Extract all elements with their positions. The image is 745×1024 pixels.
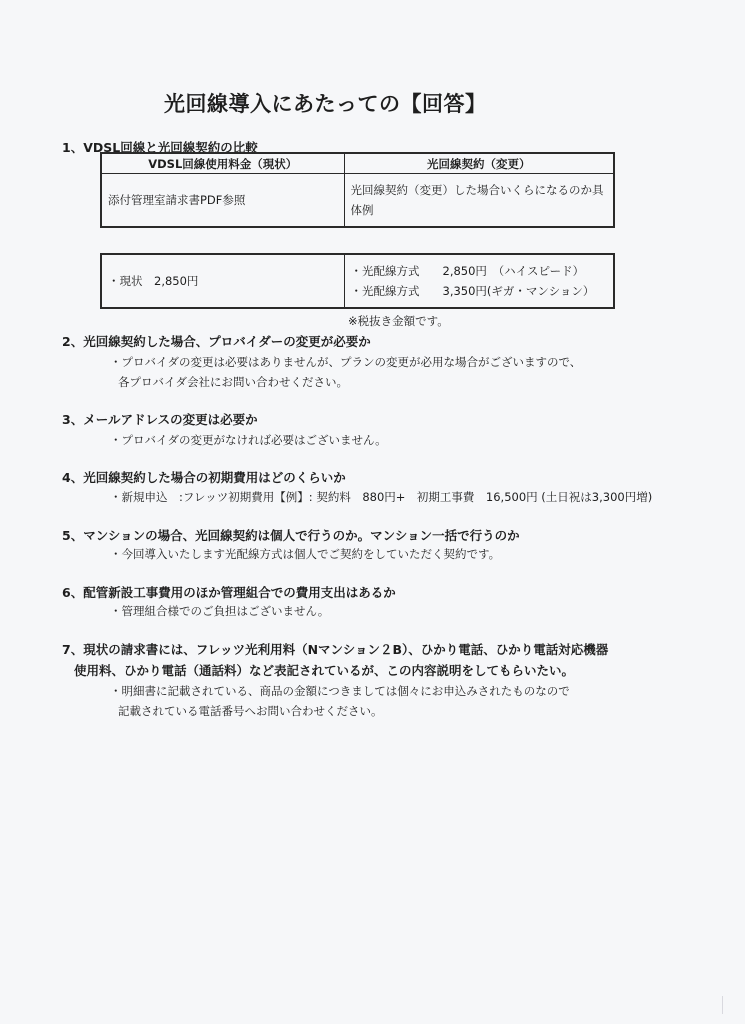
price-table <box>100 253 615 309</box>
section-3-heading: 3、メールアドレスの変更は必要か <box>62 412 258 427</box>
section-2-answer-line-1: ・プロバイダの変更は必要はありませんが、プランの変更が必用な場合がございますので、 <box>110 355 582 369</box>
section-2-answer-line-2: 各プロバイダ会社にお問い合わせください。 <box>118 375 348 389</box>
fiber-price-cell <box>344 254 614 308</box>
section-5-answer-line-1: ・今回導入いたします光配線方式は個人でご契約をしていただく契約です。 <box>110 547 501 561</box>
section-5-heading: 5、マンションの場合、光回線契約は個人で行うのか。マンション一括で行うのか <box>62 528 520 543</box>
section-6-answer-line-1: ・管理組合様でのご負担はございません。 <box>110 604 330 618</box>
section-4-answer-line-1: ・新規申込 :フレッツ初期費用【例】: 契約料 880円+ 初期工事費 16,500円 (土日祝は3,300円増) <box>110 490 653 504</box>
section-2-heading: 2、光回線契約した場合、プロバイダーの変更が必要か <box>62 334 371 349</box>
section-7-answer-line-2: 記載されている電話番号へお問い合わせください。 <box>118 704 383 718</box>
current-price-cell: ・現状 2,850円 <box>101 254 344 308</box>
fiber-value-cell: 光回線契約（変更）した場合いくらになるのか具体例 <box>344 174 614 228</box>
tax-note: ※税抜き金額です。 <box>348 314 449 328</box>
section-3-answer-line-1: ・プロバイダの変更がなければ必要はございません。 <box>110 433 387 447</box>
section-6-heading: 6、配管新設工事費用のほか管理組合での費用支出はあるか <box>62 585 396 600</box>
page-title: 光回線導入にあたっての【回答】 <box>164 92 487 116</box>
section-7-heading-line-1: 7、現状の請求書には、フレッツ光利用料（Nマンション２B）、ひかり電話、ひかり電話対応機器 <box>62 642 609 657</box>
comparison-table <box>100 152 615 228</box>
section-1-heading: 1、VDSL回線と光回線契約の比較 <box>62 140 258 155</box>
section-7-answer-line-1: ・明細書に記載されている、商品の金額につきましては個々にお申込みされたものなので <box>110 684 570 698</box>
fiber-option-1: ・光配線方式 2,850円 （ハイスピード） <box>350 264 585 278</box>
fiber-option-2: ・光配線方式 3,350円(ギガ・マンション） <box>350 284 595 298</box>
scan-edge-mark <box>722 996 737 1014</box>
section-7-heading-line-2: 使用料、ひかり電話（通話料）など表記されているが、この内容説明をしてもらいたい。 <box>74 663 575 678</box>
fiber-header-cell: 光回線契約（変更） <box>344 153 614 174</box>
vdsl-header-cell: VDSL回線使用料金（現状） <box>101 153 344 174</box>
section-4-heading: 4、光回線契約した場合の初期費用はどのくらいか <box>62 470 346 485</box>
vdsl-value-cell: 添付管理室請求書PDF参照 <box>101 174 344 228</box>
